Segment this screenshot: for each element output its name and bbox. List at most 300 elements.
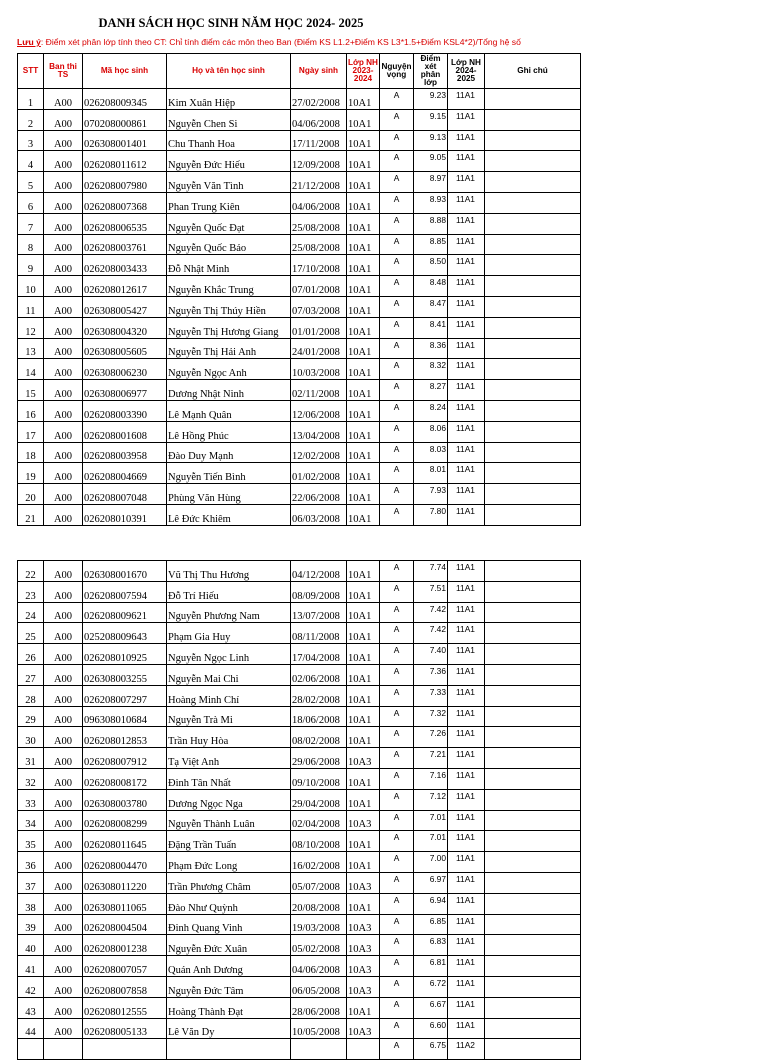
row-ma-hoc-sinh: 026208009621 [83,602,167,623]
header-lop-moi: Lớp NH 2024-2025 [448,54,485,89]
row-stt: 8 [18,234,44,255]
row-diem-xet: 7.51 [414,581,448,602]
row-ghi-chu [485,914,581,935]
row-lop-moi: 11A1 [448,852,485,873]
row-ma-hoc-sinh: 026208003958 [83,442,167,463]
row-stt: 15 [18,380,44,401]
row-lop-moi: 11A1 [448,664,485,685]
row-stt: 35 [18,831,44,852]
row-ma-hoc-sinh: 026208007048 [83,484,167,505]
row-ma-hoc-sinh: 026308001670 [83,561,167,582]
row-ngay-sinh: 16/02/2008 [291,852,347,873]
row-nguyen-vong: A [380,276,414,297]
row-ghi-chu [485,380,581,401]
row-ho-ten: Nguyễn Phương Nam [167,602,291,623]
table-row [18,1018,581,1039]
row-diem-xet: 6.97 [414,872,448,893]
row-nguyen-vong: A [380,872,414,893]
row-ban-thi: A00 [44,234,83,255]
row-ho-ten: Phan Trung Kiên [167,192,291,213]
header-ghi-chu: Ghi chú [485,54,581,89]
row-nguyen-vong: A [380,400,414,421]
table-row [18,581,581,602]
row-ghi-chu [485,151,581,172]
row-nguyen-vong: A [380,151,414,172]
row-stt: 3 [18,130,44,151]
row-ban-thi: A00 [44,400,83,421]
row-ma-hoc-sinh: 026308003255 [83,664,167,685]
row-ngay-sinh: 09/10/2008 [291,768,347,789]
row-ghi-chu [485,109,581,130]
row-stt: 4 [18,151,44,172]
row-ban-thi: A00 [44,151,83,172]
row-ma-hoc-sinh: 026208008299 [83,810,167,831]
table-row [18,172,581,193]
row-lop-cu: 10A1 [347,852,380,873]
row-lop-moi: 11A1 [448,192,485,213]
row-ngay-sinh: 29/04/2008 [291,789,347,810]
row-ghi-chu [485,706,581,727]
row-nguyen-vong: A [380,234,414,255]
row-ban-thi: A00 [44,109,83,130]
row-lop-cu: 10A1 [347,644,380,665]
row-lop-moi: 11A1 [448,893,485,914]
row-ma-hoc-sinh: 026208010391 [83,504,167,525]
table-row [18,213,581,234]
row-lop-cu: 10A1 [347,276,380,297]
row-diem-xet: 7.21 [414,748,448,769]
row-ma-hoc-sinh: 026208005133 [83,1018,167,1039]
row-ghi-chu [485,872,581,893]
row-lop-cu: 10A1 [347,484,380,505]
row-stt: 17 [18,421,44,442]
row-nguyen-vong: A [380,421,414,442]
row-diem-xet: 7.74 [414,561,448,582]
row-ho-ten: Lê Đức Khiêm [167,504,291,525]
row-lop-cu: 10A1 [347,727,380,748]
row-ho-ten: Nguyễn Đức Tâm [167,976,291,997]
row-stt: 11 [18,296,44,317]
row-ho-ten: Lê Văn Dy [167,1018,291,1039]
row-diem-xet: 7.80 [414,504,448,525]
row-ngay-sinh: 01/01/2008 [291,317,347,338]
row-lop-moi: 11A1 [448,602,485,623]
row-lop-moi: 11A1 [448,976,485,997]
row-ngay-sinh: 04/06/2008 [291,956,347,977]
row-ho-ten: Đỗ Trí Hiếu [167,581,291,602]
row-lop-moi: 11A1 [448,380,485,401]
row-ho-ten: Lê Mạnh Quân [167,400,291,421]
row-ghi-chu [485,213,581,234]
table-body-page-2 [18,561,581,1060]
row-nguyen-vong: A [380,685,414,706]
row-nguyen-vong: A [380,976,414,997]
row-lop-cu: 10A1 [347,359,380,380]
row-lop-cu: 10A1 [347,234,380,255]
row-diem-xet: 8.24 [414,400,448,421]
row-ma-hoc-sinh: 026208003761 [83,234,167,255]
row-stt: 33 [18,789,44,810]
row-stt: 21 [18,504,44,525]
row-nguyen-vong: A [380,664,414,685]
table-row [18,623,581,644]
row-nguyen-vong: A [380,484,414,505]
row-nguyen-vong: A [380,213,414,234]
row-ghi-chu [485,463,581,484]
row-lop-cu: 10A1 [347,192,380,213]
row-ngay-sinh: 19/03/2008 [291,914,347,935]
row-diem-xet: 7.33 [414,685,448,706]
row-ho-ten: Nguyễn Ngọc Anh [167,359,291,380]
row-ho-ten: Nguyễn Chen Si [167,109,291,130]
row-ghi-chu [485,644,581,665]
row-ngay-sinh: 17/10/2008 [291,255,347,276]
row-ban-thi: A00 [44,442,83,463]
row-ma-hoc-sinh: 026308011065 [83,893,167,914]
row-ban-thi: A00 [44,706,83,727]
row-stt: 22 [18,561,44,582]
row-ho-ten: Phạm Gia Huy [167,623,291,644]
row-ghi-chu [485,317,581,338]
row-nguyen-vong: A [380,602,414,623]
row-lop-moi: 11A1 [448,89,485,110]
document-title: DANH SÁCH HỌC SINH NĂM HỌC 2024- 2025 [98,16,364,30]
row-ban-thi: A00 [44,380,83,401]
header-stt: STT [18,54,44,89]
table-row [18,644,581,665]
row-ghi-chu [485,296,581,317]
row-lop-cu: 10A1 [347,400,380,421]
row-ghi-chu [485,935,581,956]
row-ma-hoc-sinh: 026208004669 [83,463,167,484]
row-nguyen-vong: A [380,89,414,110]
row-lop-moi: 11A1 [448,151,485,172]
row-diem-xet: 8.32 [414,359,448,380]
table-row [18,192,581,213]
row-diem-xet: 8.85 [414,234,448,255]
row-lop-moi: 11A1 [448,338,485,359]
row-ma-hoc-sinh: 026208007858 [83,976,167,997]
row-lop-cu: 10A3 [347,956,380,977]
row-stt: 13 [18,338,44,359]
table-row [18,997,581,1018]
row-ban-thi: A00 [44,768,83,789]
row-ngay-sinh: 22/06/2008 [291,484,347,505]
row-lop-moi: 11A1 [448,581,485,602]
row-ghi-chu [485,852,581,873]
table-row [18,748,581,769]
row-lop-moi: 11A1 [448,997,485,1018]
row-lop-moi: 11A1 [448,872,485,893]
row-lop-moi: 11A1 [448,484,485,505]
row-ghi-chu [485,956,581,977]
row-ghi-chu [485,748,581,769]
row-ngay-sinh: 25/08/2008 [291,213,347,234]
row-ngay-sinh: 20/08/2008 [291,893,347,914]
row-diem-xet: 6.67 [414,997,448,1018]
row-lop-moi: 11A1 [448,768,485,789]
row-lop-cu: 10A1 [347,623,380,644]
row-lop-moi: 11A1 [448,644,485,665]
row-ngay-sinh [291,1039,347,1060]
row-ngay-sinh: 28/06/2008 [291,997,347,1018]
header-lop-cu: Lớp NH 2023-2024 [347,54,380,89]
row-ban-thi: A00 [44,89,83,110]
row-ban-thi: A00 [44,130,83,151]
row-ban-thi: A00 [44,935,83,956]
row-ban-thi: A00 [44,976,83,997]
row-lop-cu: 10A1 [347,463,380,484]
row-diem-xet: 6.75 [414,1039,448,1060]
row-ngay-sinh: 06/05/2008 [291,976,347,997]
row-lop-moi: 11A1 [448,561,485,582]
table-row [18,442,581,463]
row-lop-cu: 10A1 [347,130,380,151]
row-diem-xet: 7.32 [414,706,448,727]
row-lop-cu: 10A3 [347,976,380,997]
row-diem-xet: 7.42 [414,602,448,623]
row-nguyen-vong: A [380,442,414,463]
row-ma-hoc-sinh: 026208011612 [83,151,167,172]
row-stt: 42 [18,976,44,997]
row-nguyen-vong: A [380,727,414,748]
header-ma-hoc-sinh: Mã học sinh [83,54,167,89]
row-ghi-chu [485,789,581,810]
row-nguyen-vong: A [380,644,414,665]
row-nguyen-vong: A [380,581,414,602]
row-ngay-sinh: 12/02/2008 [291,442,347,463]
row-stt: 12 [18,317,44,338]
row-stt: 10 [18,276,44,297]
table-row [18,602,581,623]
row-lop-moi: 11A1 [448,130,485,151]
row-ngay-sinh: 08/11/2008 [291,623,347,644]
row-ban-thi: A00 [44,956,83,977]
row-lop-moi: 11A1 [448,234,485,255]
table-row [18,296,581,317]
row-stt: 18 [18,442,44,463]
row-stt: 30 [18,727,44,748]
row-ho-ten: Nguyễn Thị Hương Giang [167,317,291,338]
row-ban-thi: A00 [44,338,83,359]
row-stt: 20 [18,484,44,505]
row-diem-xet: 6.83 [414,935,448,956]
row-nguyen-vong: A [380,1018,414,1039]
row-lop-moi: 11A1 [448,810,485,831]
row-lop-cu: 10A1 [347,151,380,172]
row-diem-xet: 8.27 [414,380,448,401]
row-diem-xet: 7.01 [414,810,448,831]
row-stt: 43 [18,997,44,1018]
row-lop-moi: 11A1 [448,421,485,442]
row-ngay-sinh: 02/04/2008 [291,810,347,831]
row-ghi-chu [485,623,581,644]
table-row [18,89,581,110]
row-diem-xet: 8.48 [414,276,448,297]
row-nguyen-vong: A [380,935,414,956]
row-lop-moi: 11A1 [448,914,485,935]
row-ngay-sinh: 04/06/2008 [291,109,347,130]
row-ho-ten: Đào Như Quỳnh [167,893,291,914]
row-nguyen-vong: A [380,748,414,769]
row-ma-hoc-sinh: 026208007980 [83,172,167,193]
row-lop-cu: 10A1 [347,789,380,810]
row-ngay-sinh: 28/02/2008 [291,685,347,706]
row-lop-moi: 11A1 [448,463,485,484]
row-ho-ten: Đỗ Nhật Minh [167,255,291,276]
row-nguyen-vong: A [380,296,414,317]
row-ho-ten: Nguyễn Quốc Đạt [167,213,291,234]
row-ma-hoc-sinh [83,1039,167,1060]
row-ma-hoc-sinh: 026308001401 [83,130,167,151]
row-lop-cu: 10A3 [347,748,380,769]
row-ma-hoc-sinh: 026308003780 [83,789,167,810]
row-nguyen-vong: A [380,109,414,130]
row-ghi-chu [485,810,581,831]
row-ma-hoc-sinh: 026208007368 [83,192,167,213]
row-ngay-sinh: 04/12/2008 [291,561,347,582]
row-ma-hoc-sinh: 025208009643 [83,623,167,644]
row-diem-xet: 7.36 [414,664,448,685]
row-ngay-sinh: 12/09/2008 [291,151,347,172]
row-ma-hoc-sinh: 026208004504 [83,914,167,935]
row-lop-cu: 10A3 [347,935,380,956]
row-stt: 41 [18,956,44,977]
header-diem-xet: Điểm xét phân lớp [414,54,448,89]
row-ghi-chu [485,192,581,213]
row-nguyen-vong: A [380,997,414,1018]
table-row [18,484,581,505]
header-ban-thi: Ban thi TS [44,54,83,89]
row-lop-cu: 10A3 [347,914,380,935]
row-diem-xet: 7.40 [414,644,448,665]
row-ghi-chu [485,1018,581,1039]
row-ghi-chu [485,602,581,623]
row-diem-xet: 8.36 [414,338,448,359]
row-ban-thi: A00 [44,644,83,665]
row-ngay-sinh: 02/06/2008 [291,664,347,685]
row-diem-xet: 7.42 [414,623,448,644]
table-row [18,935,581,956]
row-lop-cu: 10A1 [347,831,380,852]
table-row [18,317,581,338]
row-lop-cu: 10A1 [347,602,380,623]
row-stt: 2 [18,109,44,130]
row-ban-thi: A00 [44,317,83,338]
row-ngay-sinh: 25/08/2008 [291,234,347,255]
row-stt: 36 [18,852,44,873]
table-row [18,400,581,421]
row-ma-hoc-sinh: 026208004470 [83,852,167,873]
row-lop-cu: 10A1 [347,504,380,525]
row-ho-ten: Lê Hồng Phúc [167,421,291,442]
row-stt: 24 [18,602,44,623]
row-ghi-chu [485,400,581,421]
row-ban-thi: A00 [44,872,83,893]
table-row [18,151,581,172]
row-nguyen-vong: A [380,810,414,831]
row-ma-hoc-sinh: 026308005605 [83,338,167,359]
row-lop-moi: 11A1 [448,317,485,338]
row-stt: 38 [18,893,44,914]
table-header [18,54,581,89]
row-ghi-chu [485,442,581,463]
row-ho-ten: Đinh Quang Vinh [167,914,291,935]
row-stt: 31 [18,748,44,769]
table-row [18,338,581,359]
row-ho-ten: Dương Ngọc Nga [167,789,291,810]
row-ma-hoc-sinh: 026208007297 [83,685,167,706]
row-lop-cu: 10A1 [347,109,380,130]
row-ho-ten: Nguyễn Văn Tình [167,172,291,193]
row-ngay-sinh: 08/09/2008 [291,581,347,602]
row-stt: 27 [18,664,44,685]
header-nguyen-vong: Nguyện vọng [380,54,414,89]
row-lop-moi: 11A1 [448,685,485,706]
row-ghi-chu [485,421,581,442]
row-diem-xet: 9.05 [414,151,448,172]
row-lop-moi: 11A2 [448,1039,485,1060]
row-ghi-chu [485,581,581,602]
row-ban-thi: A00 [44,685,83,706]
row-ghi-chu [485,338,581,359]
row-lop-cu: 10A1 [347,421,380,442]
row-lop-moi: 11A1 [448,442,485,463]
row-nguyen-vong: A [380,956,414,977]
table-row [18,727,581,748]
row-lop-cu: 10A1 [347,255,380,276]
row-nguyen-vong: A [380,130,414,151]
row-ngay-sinh: 07/01/2008 [291,276,347,297]
row-diem-xet: 6.60 [414,1018,448,1039]
row-ngay-sinh: 05/07/2008 [291,872,347,893]
note-text: : Điểm xét phân lớp tính theo CT: Chỉ tính điểm các môn theo Ban (Điểm KS L1.2+Điểm KS L3*1.5+Điểm KSL4*2)/Tổng hệ số [40,37,521,47]
row-diem-xet: 8.93 [414,192,448,213]
row-lop-cu: 10A1 [347,213,380,234]
row-ghi-chu [485,1039,581,1060]
row-ho-ten: Nguyễn Trà Mi [167,706,291,727]
row-ban-thi: A00 [44,997,83,1018]
row-lop-cu: 10A1 [347,997,380,1018]
row-diem-xet: 7.01 [414,831,448,852]
table-row [18,421,581,442]
row-diem-xet: 9.13 [414,130,448,151]
row-lop-moi: 11A1 [448,255,485,276]
table-row [18,130,581,151]
row-ho-ten: Hoàng Thành Đạt [167,997,291,1018]
row-ngay-sinh: 24/01/2008 [291,338,347,359]
row-ma-hoc-sinh: 026208007912 [83,748,167,769]
row-lop-moi: 11A1 [448,748,485,769]
row-ma-hoc-sinh: 026208001238 [83,935,167,956]
row-ho-ten: Nguyễn Khắc Trung [167,276,291,297]
row-lop-cu: 10A1 [347,581,380,602]
row-stt: 14 [18,359,44,380]
row-ghi-chu [485,997,581,1018]
row-diem-xet: 8.06 [414,421,448,442]
row-stt: 44 [18,1018,44,1039]
row-ban-thi [44,1039,83,1060]
row-ma-hoc-sinh: 026208012853 [83,727,167,748]
row-nguyen-vong: A [380,1039,414,1060]
table-row [18,1039,581,1060]
row-ngay-sinh: 18/06/2008 [291,706,347,727]
row-nguyen-vong: A [380,914,414,935]
row-diem-xet: 6.85 [414,914,448,935]
row-ma-hoc-sinh: 026308006230 [83,359,167,380]
row-ngay-sinh: 04/06/2008 [291,192,347,213]
row-ma-hoc-sinh: 026208012555 [83,997,167,1018]
